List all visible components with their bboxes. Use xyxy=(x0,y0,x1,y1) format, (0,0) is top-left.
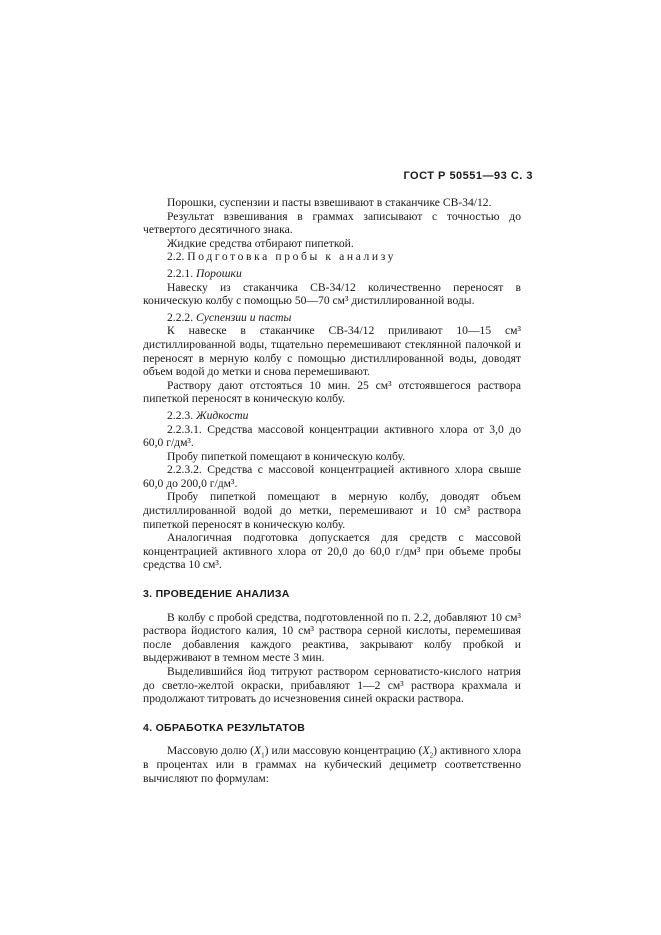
section-title: Подготовка пробы к анализу xyxy=(187,250,397,264)
paragraph-2-2-3-2: 2.2.3.2. Средства с массовой концентрацией активного хлора свыше 60,0 до 200,0 г/дм³. xyxy=(143,463,521,490)
variable-x2: X xyxy=(422,744,430,758)
paragraph-titration: Выделившийся йод титруют раствором серноватисто-кислого натрия до светло-желтой окраски, прибавляют 1—2 см³ раствора крахмала и продолжают титровать до исчезновения синей окраски раствора. xyxy=(143,665,521,706)
variable-x1: X xyxy=(254,744,262,758)
paragraph-2-2-3-1: 2.2.3.1. Средства массовой концентрации активного хлора от 3,0 до 60,0 г/дм³. xyxy=(143,422,521,450)
section-title: Суспензии и пасты xyxy=(196,310,292,324)
paragraph-result: Результат взвешивания в граммах записывают с точностью до четвертого десятичного знака. xyxy=(143,209,521,237)
section-number: 2.2. xyxy=(167,250,185,264)
section-number: 2.2.3. xyxy=(167,408,194,422)
paragraph-weighing: Порошки, суспензии и пасты взвешивают в стаканчике СВ-34/12. xyxy=(167,196,492,209)
paragraph-pipette: Пробу пипеткой помещают в коническую колбу. xyxy=(167,449,406,463)
paragraph-powders: Навеску из стаканчика СВ-34/12 количественно переносят в коническую колбу с помощью 50—70 см³ дистиллированной воды. xyxy=(143,280,521,308)
paragraph-flask: В колбу с пробой средства, подготовленной по п. 2.2, добавляют 10 см³ раствора йодистого калия, 10 см³ раствора серной кислоты, перемешивая после добавления каждого реактива, закрывают колбу пробкой и выдерживают в темном месте 3 мин. xyxy=(143,610,521,665)
section-number: 2.2.2. xyxy=(167,310,194,324)
paragraph-formula-intro: Массовую долю $(X_1)$ или массовую концентрацию $(X_2)$ активного хлора в процентах или в граммах на кубический дециметр соответственно вычисляют по формулам: xyxy=(143,744,521,785)
page-header: ГОСТ Р 50551—93 С. 3 xyxy=(403,170,533,182)
document-body xyxy=(143,196,521,785)
paragraph-similar: Аналогичная подготовка допускается для средств с массовой концентрацией активного хлора от 20,0 до 60,0 г/дм³ при объеме пробы средства 10 см³. xyxy=(143,531,521,572)
section-4-heading: 4. ОБРАБОТКА РЕЗУЛЬТАТОВ xyxy=(143,721,306,734)
section-2-2-heading xyxy=(143,250,521,264)
paragraph-settle: Раствору дают отстояться 10 мин. 25 см³ отстоявшегося раствора пипеткой переносят в коническую колбу. xyxy=(143,378,521,406)
section-number: 2.2.1. xyxy=(167,266,194,280)
paragraph-suspensions: К навеске в стаканчике СВ-34/12 приливают 10—15 см³ дистиллированной воды, тщательно перемешивают стеклянной палочкой и переносят в мерную колбу с помощью дистиллированной воды, доводят объем водой до метки и снова перемешивают. xyxy=(143,324,521,379)
paragraph-volumetric: Пробу пипеткой помещают в мерную колбу, доводят объем дистиллированной водой до метки, перемешивают и 10 см³ раствора пипеткой переносят в коническую колбу. xyxy=(143,490,521,531)
section-3-heading: 3. ПРОВЕДЕНИЕ АНАЛИЗА xyxy=(143,588,290,601)
section-2-2-2-heading xyxy=(143,311,521,325)
section-2-2-1-heading xyxy=(143,267,521,281)
paragraph-liquids: Жидкие средства отбирают пипеткой. xyxy=(167,236,354,250)
section-title: Жидкости xyxy=(196,408,249,422)
section-2-2-3-heading xyxy=(143,409,521,423)
section-title: Порошки xyxy=(196,266,242,280)
